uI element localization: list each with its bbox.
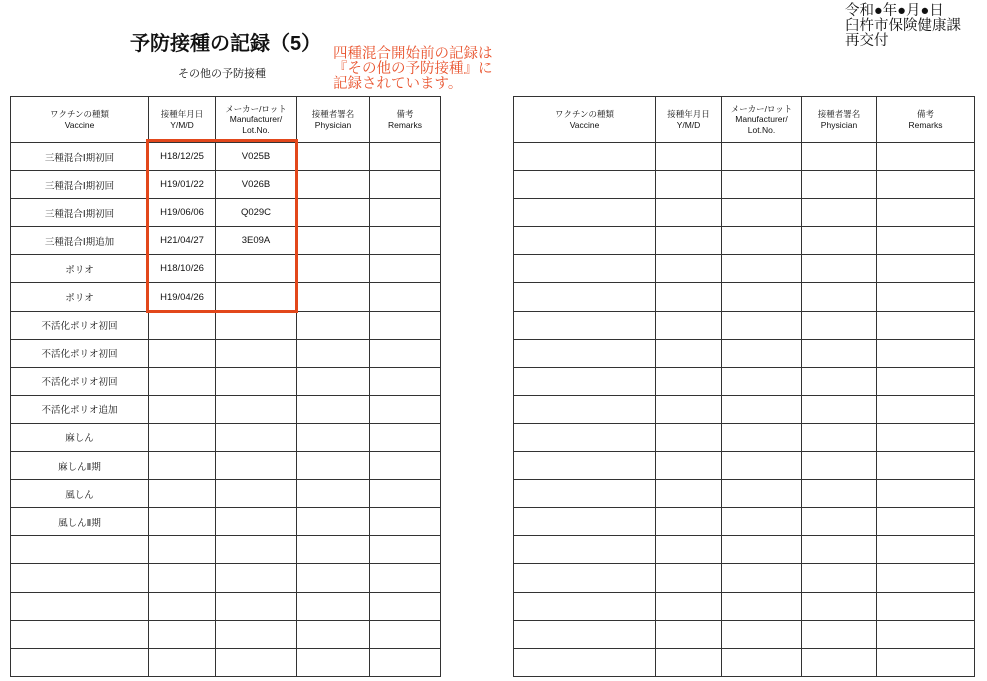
lot-cell [722, 339, 802, 367]
physician-cell [802, 452, 877, 480]
header-label-en: Physician [314, 119, 352, 130]
physician-cell [802, 227, 877, 255]
header-maker-lot [722, 97, 802, 143]
issuing-department: 臼杵市保険健康課 [845, 18, 961, 34]
vaccine-cell: 三種混合Ⅰ期初回 [11, 171, 149, 199]
vaccine-cell [514, 395, 656, 423]
vaccine-cell: 風しんⅡ期 [11, 508, 149, 536]
remarks-cell [370, 508, 441, 536]
header-label-ja: 接種年月日 [667, 109, 710, 119]
lot-cell [722, 620, 802, 648]
table-row [11, 480, 441, 508]
date-cell [149, 508, 216, 536]
reissue-label: 再交付 [845, 33, 889, 49]
physician-cell [297, 339, 370, 367]
table-row [514, 508, 975, 536]
vaccine-cell: 不活化ポリオ初回 [11, 311, 149, 339]
date-cell [656, 564, 722, 592]
note-annotation [333, 47, 493, 92]
vaccine-cell: 風しん [11, 480, 149, 508]
table-row [514, 311, 975, 339]
date-cell [656, 620, 722, 648]
remarks-cell [877, 620, 975, 648]
remarks-cell [370, 367, 441, 395]
header-vaccine [514, 97, 656, 143]
physician-cell [297, 620, 370, 648]
physician-cell [297, 592, 370, 620]
table-row [11, 143, 441, 171]
remarks-cell [877, 592, 975, 620]
header-physician [297, 97, 370, 143]
vaccine-cell: ポリオ [11, 255, 149, 283]
vaccine-cell [514, 508, 656, 536]
lot-cell [722, 592, 802, 620]
date-cell [149, 592, 216, 620]
lot-cell: V026B [216, 171, 297, 199]
lot-cell [722, 508, 802, 536]
vaccine-cell [11, 648, 149, 676]
lot-cell [722, 480, 802, 508]
date-cell [656, 395, 722, 423]
vaccine-cell: 三種混合Ⅰ期初回 [11, 199, 149, 227]
remarks-cell [370, 620, 441, 648]
date-cell [656, 480, 722, 508]
lot-cell [216, 648, 297, 676]
vaccine-cell: 三種混合Ⅰ期追加 [11, 227, 149, 255]
header-date [149, 97, 216, 143]
lot-cell [216, 536, 297, 564]
lot-cell [722, 143, 802, 171]
physician-cell [802, 480, 877, 508]
vaccine-cell [514, 227, 656, 255]
physician-cell [297, 199, 370, 227]
table-header-row [514, 97, 975, 143]
remarks-cell [877, 227, 975, 255]
table-row [514, 339, 975, 367]
table-row [11, 508, 441, 536]
vaccine-cell: 三種混合Ⅰ期初回 [11, 143, 149, 171]
table-row [11, 395, 441, 423]
lot-cell [722, 227, 802, 255]
remarks-cell [370, 171, 441, 199]
header-label-en: Y/M/D [170, 119, 194, 130]
vaccine-cell [11, 592, 149, 620]
note-line: 四種混合開始前の記録は [333, 46, 493, 62]
vaccine-cell [11, 620, 149, 648]
table-row [514, 283, 975, 311]
header-label-ja: 接種年月日 [160, 109, 204, 119]
date-cell [656, 536, 722, 564]
remarks-cell [370, 423, 441, 451]
physician-cell [802, 367, 877, 395]
date-cell [149, 395, 216, 423]
vaccine-cell: 麻しん [11, 423, 149, 451]
vaccine-cell: 麻しんⅡ期 [11, 452, 149, 480]
physician-cell [297, 564, 370, 592]
date-cell [149, 648, 216, 676]
table-row [11, 227, 441, 255]
table-row [514, 227, 975, 255]
physician-cell [802, 536, 877, 564]
table-row [514, 480, 975, 508]
lot-cell [722, 536, 802, 564]
physician-cell [297, 423, 370, 451]
physician-cell [802, 255, 877, 283]
remarks-cell [370, 227, 441, 255]
lot-cell [722, 648, 802, 676]
lot-cell [216, 592, 297, 620]
remarks-cell [370, 395, 441, 423]
table-row [514, 620, 975, 648]
physician-cell [297, 367, 370, 395]
header-maker-lot [216, 97, 297, 143]
remarks-cell [877, 339, 975, 367]
remarks-cell [877, 255, 975, 283]
lot-cell [722, 395, 802, 423]
remarks-cell [877, 143, 975, 171]
header-label-en: Remarks [908, 119, 943, 130]
header-label-en: Physician [820, 119, 858, 130]
header-label-ja: メーカー/ロット [730, 103, 793, 114]
note-line: 『その他の予防接種』に [333, 61, 493, 77]
remarks-cell [370, 452, 441, 480]
physician-cell [297, 255, 370, 283]
page-subtitle: その他の予防接種 [178, 68, 266, 80]
physician-cell [297, 395, 370, 423]
physician-cell [297, 311, 370, 339]
physician-cell [802, 199, 877, 227]
lot-cell [722, 311, 802, 339]
lot-cell [216, 395, 297, 423]
date-cell: H18/10/26 [149, 255, 216, 283]
remarks-cell [877, 508, 975, 536]
table-row [11, 367, 441, 395]
date-cell [149, 480, 216, 508]
lot-cell [216, 564, 297, 592]
header-label-en: Lot.No. [242, 124, 270, 135]
lot-cell [722, 199, 802, 227]
lot-cell [216, 508, 297, 536]
date-cell [656, 339, 722, 367]
header-label-en: Y/M/D [676, 119, 701, 130]
date-cell: H18/12/25 [149, 143, 216, 171]
vaccine-cell [514, 452, 656, 480]
issue-info [845, 4, 961, 49]
lot-cell [722, 171, 802, 199]
table-row [11, 536, 441, 564]
table-row [11, 620, 441, 648]
header-physician [802, 97, 877, 143]
lot-cell [722, 283, 802, 311]
vaccine-cell [514, 536, 656, 564]
vaccine-cell [514, 311, 656, 339]
header-label-ja: メーカー/ロット [225, 103, 287, 114]
date-cell [149, 620, 216, 648]
physician-cell [802, 395, 877, 423]
lot-cell [722, 423, 802, 451]
header-label-en: Lot.No. [747, 124, 776, 135]
physician-cell [297, 171, 370, 199]
table-row [11, 592, 441, 620]
physician-cell [802, 620, 877, 648]
header-label-ja: ワクチンの種類 [49, 109, 110, 119]
physician-cell [802, 283, 877, 311]
table-row [11, 452, 441, 480]
physician-cell [297, 508, 370, 536]
physician-cell [297, 480, 370, 508]
vaccine-cell: 不活化ポリオ初回 [11, 339, 149, 367]
remarks-cell [370, 564, 441, 592]
lot-cell: V025B [216, 143, 297, 171]
date-cell [149, 311, 216, 339]
date-cell [656, 227, 722, 255]
table-row [514, 592, 975, 620]
lot-cell [722, 255, 802, 283]
remarks-cell [877, 199, 975, 227]
date-cell [149, 367, 216, 395]
vaccine-cell [514, 255, 656, 283]
date-cell: H21/04/27 [149, 227, 216, 255]
header-label-en: Manufacturer/ [229, 114, 283, 125]
table-row [514, 564, 975, 592]
issue-date: 令和●年●月●日 [845, 3, 944, 19]
table-row [514, 255, 975, 283]
vaccine-cell [514, 171, 656, 199]
header-remarks [370, 97, 441, 143]
date-cell [656, 199, 722, 227]
date-cell [149, 423, 216, 451]
physician-cell [802, 171, 877, 199]
header-vaccine [11, 97, 149, 143]
date-cell [656, 311, 722, 339]
lot-cell [216, 367, 297, 395]
date-cell: H19/06/06 [149, 199, 216, 227]
date-cell [149, 536, 216, 564]
remarks-cell [877, 480, 975, 508]
vaccine-cell [514, 648, 656, 676]
date-cell [656, 255, 722, 283]
table-row [514, 648, 975, 676]
vaccine-cell [514, 199, 656, 227]
remarks-cell [877, 171, 975, 199]
physician-cell [802, 564, 877, 592]
remarks-cell [370, 480, 441, 508]
date-cell [656, 508, 722, 536]
date-cell [656, 452, 722, 480]
lot-cell [722, 452, 802, 480]
physician-cell [802, 143, 877, 171]
lot-cell: Q029C [216, 199, 297, 227]
header-date [656, 97, 722, 143]
table-row [11, 283, 441, 311]
table-row [11, 648, 441, 676]
header-label-en: Remarks [387, 119, 422, 130]
physician-cell [297, 227, 370, 255]
remarks-cell [877, 283, 975, 311]
table-body [11, 143, 441, 677]
date-cell [149, 452, 216, 480]
physician-cell [297, 143, 370, 171]
physician-cell [802, 311, 877, 339]
remarks-cell [877, 648, 975, 676]
vaccine-cell [514, 592, 656, 620]
table-row [11, 311, 441, 339]
remarks-cell [370, 255, 441, 283]
remarks-cell [370, 592, 441, 620]
remarks-cell [370, 283, 441, 311]
header-label-ja: 接種者署名 [311, 109, 355, 119]
remarks-cell [877, 367, 975, 395]
remarks-cell [370, 648, 441, 676]
date-cell [656, 367, 722, 395]
vaccine-cell [514, 423, 656, 451]
header-label-ja: 備考 [396, 109, 414, 119]
lot-cell [216, 480, 297, 508]
table-body [514, 143, 975, 677]
table-row [514, 171, 975, 199]
lot-cell [216, 620, 297, 648]
remarks-cell [370, 339, 441, 367]
header-label-ja: 接種者署名 [817, 109, 861, 119]
table-row [11, 255, 441, 283]
date-cell: H19/04/26 [149, 283, 216, 311]
date-cell [149, 564, 216, 592]
table-row [514, 143, 975, 171]
vaccine-cell [514, 143, 656, 171]
header-label-ja: ワクチンの種類 [554, 109, 615, 119]
table-row [11, 423, 441, 451]
table-row [11, 339, 441, 367]
table-row [514, 199, 975, 227]
lot-cell [216, 339, 297, 367]
remarks-cell [370, 143, 441, 171]
vaccine-cell: 不活化ポリオ追加 [11, 395, 149, 423]
remarks-cell [370, 536, 441, 564]
vaccine-cell [514, 480, 656, 508]
physician-cell [297, 283, 370, 311]
remarks-cell [877, 423, 975, 451]
header-label-en: Vaccine [569, 119, 600, 130]
date-cell [656, 143, 722, 171]
vaccine-cell: 不活化ポリオ初回 [11, 367, 149, 395]
vaccine-cell: ポリオ [11, 283, 149, 311]
header-label-en: Manufacturer/ [735, 114, 788, 125]
lot-cell [722, 564, 802, 592]
header-label-en: Vaccine [64, 119, 95, 130]
date-cell: H19/01/22 [149, 171, 216, 199]
table-row [514, 367, 975, 395]
lot-cell [216, 255, 297, 283]
vaccine-cell [514, 367, 656, 395]
vaccine-cell [514, 564, 656, 592]
remarks-cell [877, 311, 975, 339]
physician-cell [802, 423, 877, 451]
remarks-cell [370, 311, 441, 339]
remarks-cell [877, 564, 975, 592]
page-title: 予防接種の記録（5） [130, 33, 322, 55]
vaccine-cell [514, 620, 656, 648]
table-row [11, 564, 441, 592]
physician-cell [802, 339, 877, 367]
lot-cell [216, 311, 297, 339]
physician-cell [297, 648, 370, 676]
vaccination-record-table-right [513, 96, 975, 677]
remarks-cell [370, 199, 441, 227]
vaccine-cell [514, 283, 656, 311]
table-row [11, 171, 441, 199]
table-row [11, 199, 441, 227]
remarks-cell [877, 395, 975, 423]
lot-cell [216, 452, 297, 480]
header-remarks [877, 97, 975, 143]
remarks-cell [877, 452, 975, 480]
date-cell [656, 592, 722, 620]
date-cell [656, 171, 722, 199]
remarks-cell [877, 536, 975, 564]
lot-cell [216, 283, 297, 311]
table-header-row [11, 97, 441, 143]
header-label-ja: 備考 [916, 109, 934, 119]
lot-cell [216, 423, 297, 451]
date-cell [656, 423, 722, 451]
vaccine-cell [11, 564, 149, 592]
lot-cell [722, 367, 802, 395]
vaccine-cell [514, 339, 656, 367]
physician-cell [802, 648, 877, 676]
vaccine-cell [11, 536, 149, 564]
date-cell [656, 283, 722, 311]
table-row [514, 395, 975, 423]
physician-cell [297, 452, 370, 480]
lot-cell: 3E09A [216, 227, 297, 255]
note-line: 記録されています。 [333, 76, 463, 92]
vaccination-record-table-left [10, 96, 441, 677]
physician-cell [802, 592, 877, 620]
date-cell [656, 648, 722, 676]
table-row [514, 423, 975, 451]
table-row [514, 452, 975, 480]
date-cell [149, 339, 216, 367]
physician-cell [802, 508, 877, 536]
physician-cell [297, 536, 370, 564]
table-row [514, 536, 975, 564]
